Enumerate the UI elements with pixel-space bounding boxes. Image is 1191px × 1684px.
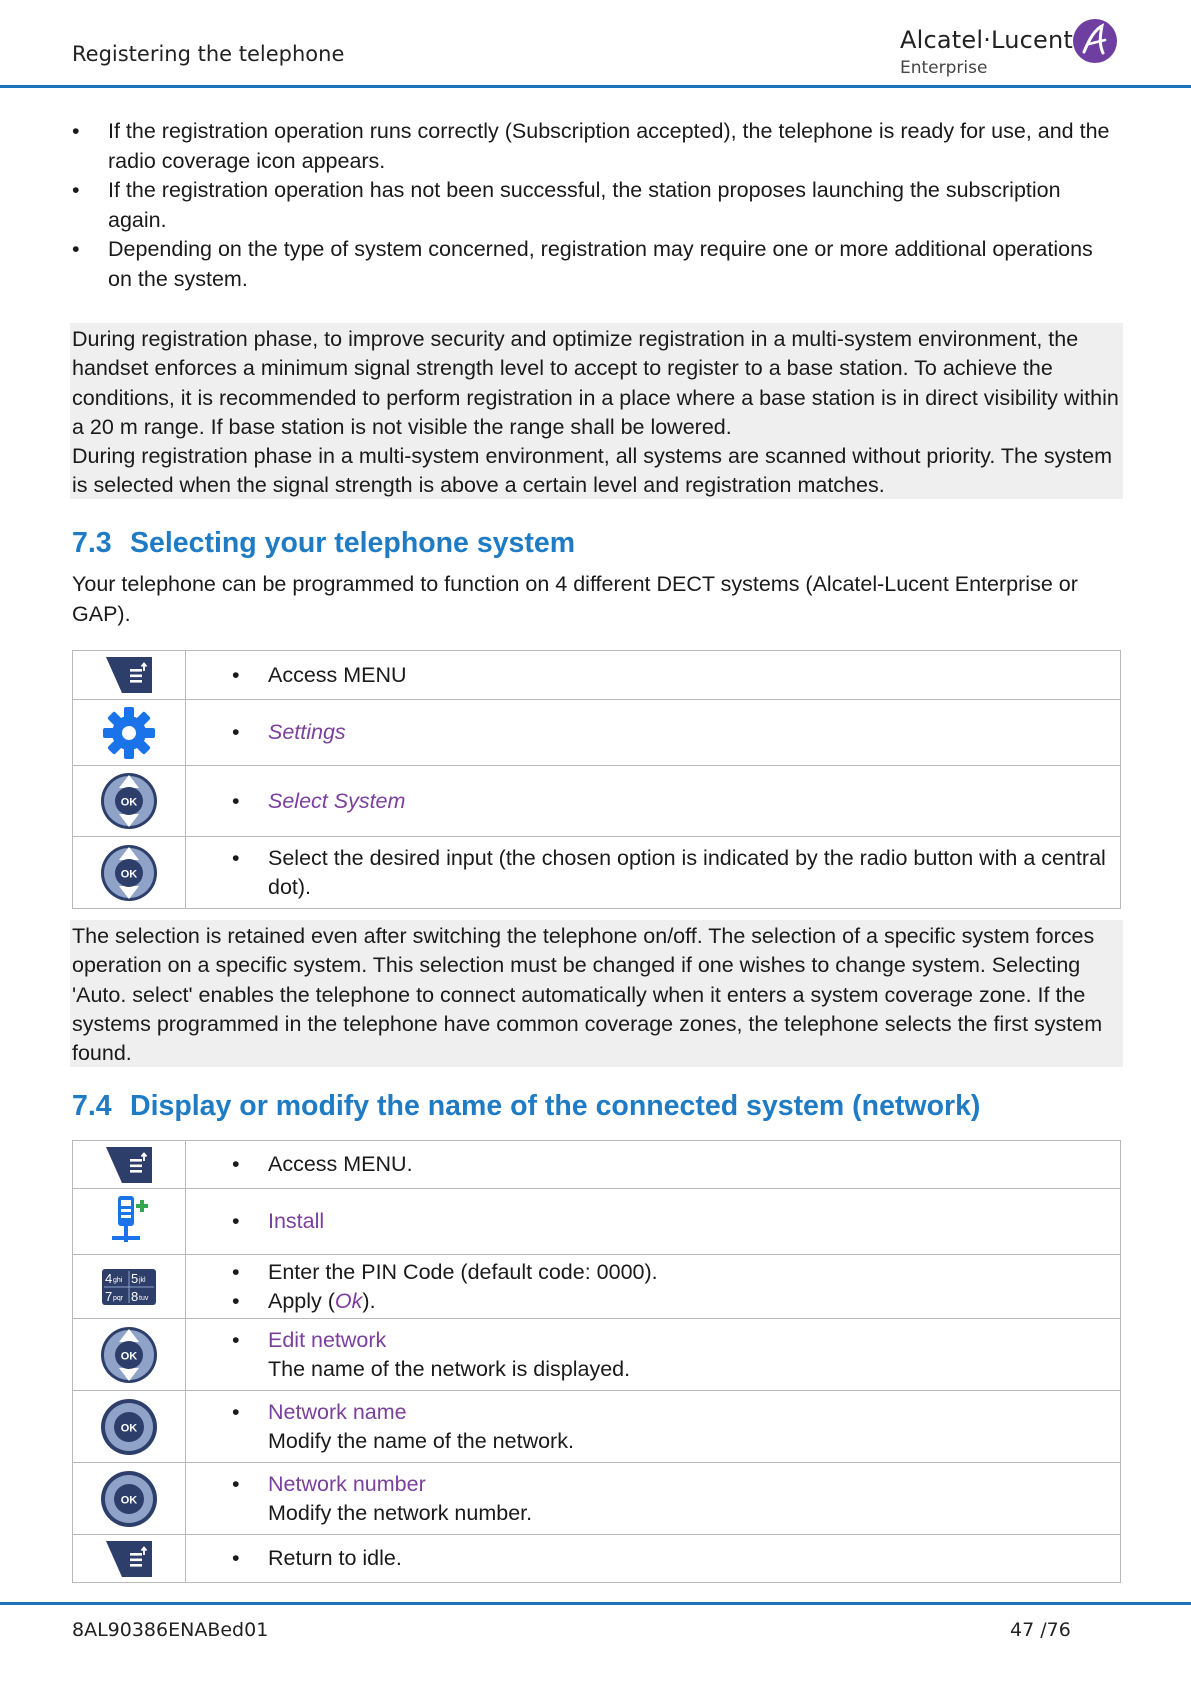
section-intro: Your telephone can be programmed to function on 4 different DECT systems (Alcatel-Lucent Enterprise or GAP). — [72, 572, 1078, 626]
registration-note — [70, 323, 1123, 499]
steps-table-network-name — [72, 1140, 1121, 1583]
header-rule — [0, 85, 1191, 88]
svg-text:5: 5 — [131, 1270, 139, 1286]
step-text: Return to idle. — [268, 1546, 402, 1570]
table-row: OK • Edit network The name of the network is displayed. — [73, 1319, 1121, 1391]
bullet-item: • If the registration operation runs correctly (Subscription accepted), the telephone is ready for use, and the radio coverage icon appears. — [72, 117, 1122, 176]
step-text: Enter the PIN Code (default code: 0000). — [268, 1259, 658, 1284]
note-paragraph: During registration phase, to improve security and optimize registration in a multi-system environment, the handset enforces a minimum signal strength level to accept to register to a base station. To achieve the conditions, it is recommended to perform registration in a place where a base station is in direct visibility within a 20 m range. If base station is not visible the range shall be lowered. — [72, 327, 1119, 439]
step-subtext: Modify the network number. — [268, 1500, 533, 1525]
menu-option-install: Install — [268, 1209, 325, 1233]
step-text: Select the desired input (the chosen option is indicated by the radio button with a central dot). — [268, 845, 1106, 899]
bullet-item: • If the registration operation has not been successful, the station proposes launching the subscription again. — [72, 176, 1122, 235]
svg-text:OK: OK — [120, 1494, 138, 1506]
table-row: OK • Select the desired input (the chosen option is indicated by the radio button with a central dot). — [73, 837, 1121, 909]
svg-text:8: 8 — [131, 1288, 139, 1304]
menu-option-select-system: Select System — [268, 788, 406, 813]
svg-text:4: 4 — [105, 1270, 113, 1286]
selection-note: The selection is retained even after switching the telephone on/off. The selection of a specific system forces operation on a specific system. This selection must be changed if one wishes to change system. Selecting 'Auto. select' enables the telephone to connect automatically when it enters a system coverage zone. If the systems programmed in the telephone have common coverage zones, the telephone selects the first system found. — [70, 920, 1123, 1067]
step-text: ). — [362, 1288, 376, 1313]
menu-option-network-name: Network name — [268, 1399, 407, 1424]
table-row: • Settings — [73, 700, 1121, 766]
section-heading-7-4 — [72, 1090, 980, 1123]
keypad-icon — [102, 1269, 156, 1305]
step-text: Access MENU — [268, 662, 407, 687]
ok-navigator-icon — [99, 771, 159, 831]
table-row: OK • Select System — [73, 766, 1121, 837]
table-row: OK • Network number Modify the network number. — [73, 1463, 1121, 1535]
ok-key-icon — [99, 1469, 159, 1529]
ok-navigator-icon — [99, 1325, 159, 1385]
running-header-title: Registering the telephone — [72, 42, 345, 66]
section-number: 7.3 — [72, 527, 112, 559]
menu-key-icon — [104, 1145, 154, 1185]
step-subtext: Modify the name of the network. — [268, 1428, 574, 1453]
svg-text:tuv: tuv — [139, 1294, 149, 1302]
section-title: Display or modify the name of the connected system (network) — [130, 1090, 981, 1122]
table-row: • Return to idle. — [73, 1535, 1121, 1583]
menu-option-edit-network: Edit network — [268, 1327, 387, 1352]
menu-option-network-number: Network number — [268, 1471, 426, 1496]
install-icon — [104, 1194, 154, 1250]
svg-text:OK: OK — [120, 1350, 138, 1362]
brand-logo — [900, 18, 1120, 82]
menu-key-icon — [104, 655, 154, 695]
page-number: 47 /76 — [1010, 1619, 1071, 1641]
menu-option-settings: Settings — [268, 720, 346, 744]
step-subtext: The name of the network is displayed. — [268, 1356, 631, 1381]
bullet-item: • Depending on the type of system concerned, registration may require one or more additional operations on the system. — [72, 235, 1122, 294]
settings-gear-icon — [102, 706, 156, 760]
ok-key-icon — [99, 1397, 159, 1457]
step-text: Access MENU. — [268, 1152, 413, 1176]
svg-text:jkl: jkl — [139, 1276, 146, 1284]
svg-text:pqr: pqr — [113, 1294, 124, 1302]
svg-text:ghi: ghi — [113, 1276, 123, 1284]
table-row: • Access MENU. — [73, 1141, 1121, 1189]
section-number: 7.4 — [72, 1090, 112, 1122]
result-bullet-list — [72, 117, 1122, 294]
steps-table-select-system — [72, 650, 1121, 909]
section-title: Selecting your telephone system — [130, 527, 576, 559]
brand-name: Alcatel·Lucent — [900, 26, 1074, 54]
table-row: 4 ghi 5 jkl 7 pqr 8 tuv • Enter the PIN Code (default code: 0000). • Apply (Ok). — [73, 1255, 1121, 1319]
alcatel-lucent-logo-icon — [1072, 18, 1118, 64]
table-row: • Access MENU — [73, 651, 1121, 700]
table-row: • Install — [73, 1189, 1121, 1255]
svg-text:OK: OK — [120, 1422, 138, 1434]
svg-text:7: 7 — [105, 1288, 113, 1304]
table-row: OK • Network name Modify the name of the network. — [73, 1391, 1121, 1463]
svg-text:OK: OK — [120, 868, 138, 880]
brand-subtitle: Enterprise — [900, 58, 988, 78]
svg-text:OK: OK — [120, 796, 138, 809]
step-text: Apply ( — [268, 1288, 335, 1313]
footer-rule — [0, 1602, 1191, 1605]
document-reference: 8AL90386ENABed01 — [72, 1619, 269, 1641]
ok-navigator-icon — [99, 843, 159, 903]
ok-softkey-label: Ok — [334, 1288, 363, 1313]
note-paragraph: During registration phase in a multi-system environment, all systems are scanned without priority. The system is selected when the signal strength is above a certain level and registration matches. — [72, 444, 1112, 498]
menu-key-icon — [104, 1539, 154, 1579]
section-heading-7-3 — [72, 527, 575, 560]
